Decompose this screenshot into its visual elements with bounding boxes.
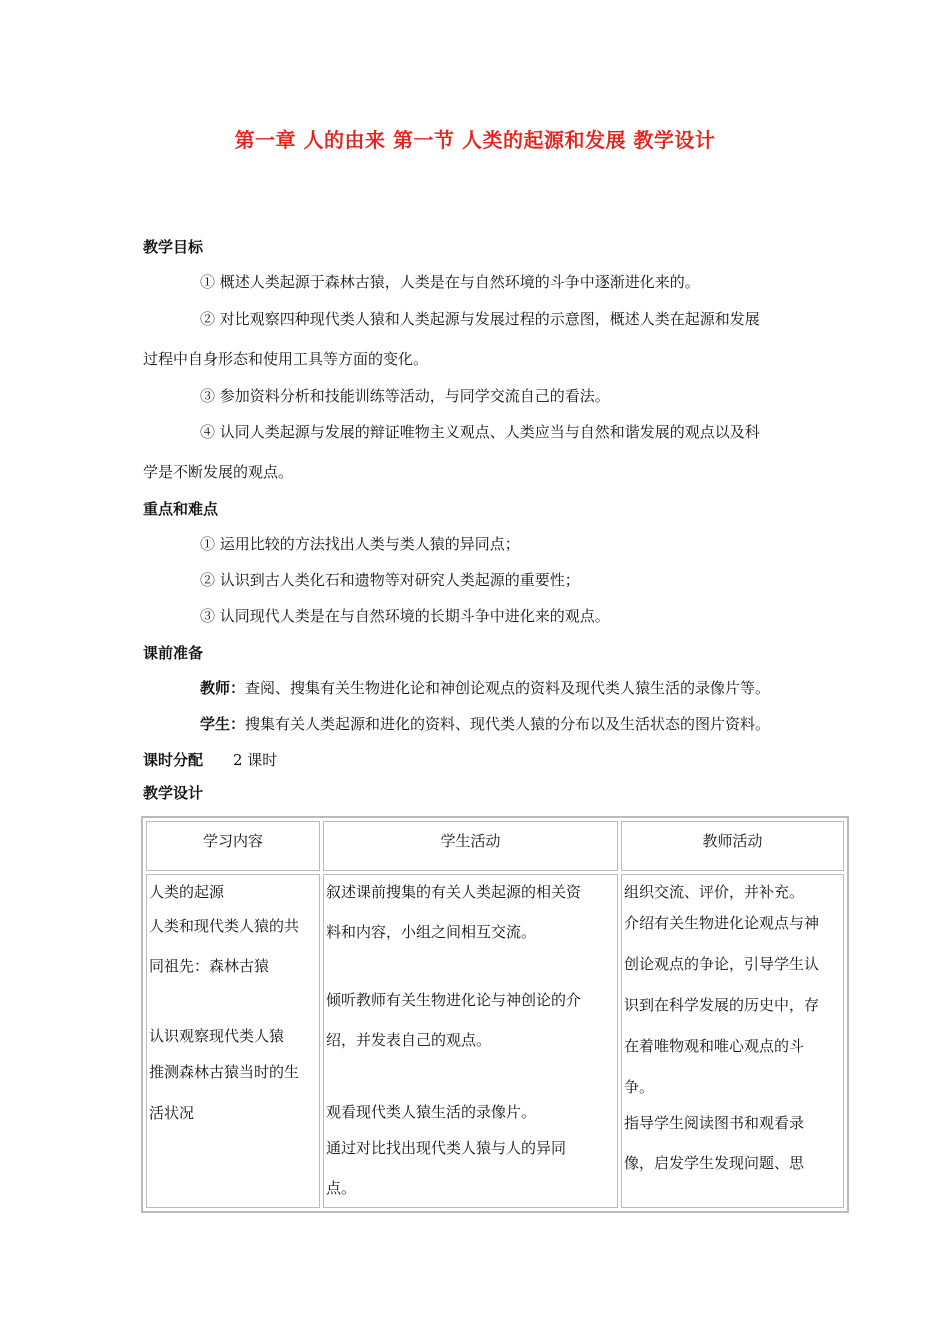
column-header-teacher: 教师活动 xyxy=(621,821,844,871)
student-activity-line: 倾听教师有关生物进化论与神创论的介 xyxy=(326,991,582,1009)
teacher-activity-cell xyxy=(621,874,844,1208)
page-title: 第一章 人的由来 第一节 人类的起源和发展 教学设计 xyxy=(234,128,716,152)
content-line: 认识观察现代类人猿 xyxy=(149,1027,285,1045)
content-line: 推测森林古猿当时的生 xyxy=(149,1063,300,1081)
key-point-1: ① 运用比较的方法找出人类与类人猿的异同点； xyxy=(200,535,520,553)
table-header-row xyxy=(146,821,844,871)
objective-4-cont: 学是不断发展的观点。 xyxy=(143,463,294,481)
teacher-activity-line: 像，启发学生发现问题、思 xyxy=(624,1154,805,1172)
student-activity-line: 料和内容，小组之间相互交流。 xyxy=(326,923,537,941)
objective-1: ① 概述人类起源于森林古猿，人类是在与自然环境的斗争中逐渐进化来的。 xyxy=(200,273,700,291)
student-activity-cell xyxy=(323,874,618,1208)
design-heading: 教学设计 xyxy=(143,784,204,802)
preparation-heading: 课前准备 xyxy=(143,644,204,662)
student-label: 学生： xyxy=(200,715,246,733)
student-activity-line: 绍，并发表自己的观点。 xyxy=(326,1031,492,1049)
teacher-preparation-text: 查阅、搜集有关生物进化论和神创论观点的资料及现代类人猿生活的录像片等。 xyxy=(245,679,771,697)
teacher-activity-line: 识到在科学发展的历史中，存 xyxy=(624,996,820,1014)
objective-3: ③ 参加资料分析和技能训练等活动，与同学交流自己的看法。 xyxy=(200,387,610,405)
teacher-activity-line: 组织交流、评价，并补充。 xyxy=(624,883,805,901)
student-preparation xyxy=(200,713,770,734)
teacher-activity-line: 创论观点的争论，引导学生认 xyxy=(624,955,820,973)
teaching-design-table xyxy=(141,816,849,1213)
content-cell xyxy=(146,874,320,1208)
column-header-student: 学生活动 xyxy=(323,821,618,871)
objective-2-cont: 过程中自身形态和使用工具等方面的变化。 xyxy=(143,350,429,368)
student-activity-line: 点。 xyxy=(326,1179,357,1197)
teacher-activity-line: 争。 xyxy=(624,1078,655,1096)
schedule-heading: 课时分配 xyxy=(143,751,204,769)
student-activity-line: 观看现代类人猿生活的录像片。 xyxy=(326,1103,537,1121)
key-point-2: ② 认识到古人类化石和遗物等对研究人类起源的重要性； xyxy=(200,571,580,589)
teacher-activity-line: 在着唯物观和唯心观点的斗 xyxy=(624,1037,805,1055)
table-row xyxy=(146,874,844,1208)
objective-2: ② 对比观察四种现代类人猿和人类起源与发展过程的示意图，概述人类在起源和发展 xyxy=(200,310,760,328)
content-line: 人类的起源 xyxy=(149,883,225,901)
teacher-label: 教师： xyxy=(200,679,246,697)
content-line: 人类和现代类人猿的共 xyxy=(149,917,300,935)
teacher-activity-line: 指导学生阅读图书和观看录 xyxy=(624,1114,805,1132)
objective-4: ④ 认同人类起源与发展的辩证唯物主义观点、人类应当与自然和谐发展的观点以及科 xyxy=(200,423,760,441)
student-activity-line: 通过对比找出现代类人猿与人的异同 xyxy=(326,1139,567,1157)
schedule-value: 2 课时 xyxy=(233,751,278,769)
key-point-3: ③ 认同现代人类是在与自然环境的长期斗争中进化来的观点。 xyxy=(200,607,610,625)
teacher-activity-line: 介绍有关生物进化论观点与神 xyxy=(624,914,820,932)
content-line: 活状况 xyxy=(149,1104,195,1122)
column-header-content: 学习内容 xyxy=(146,821,320,871)
content-line: 同祖先：森林古猿 xyxy=(149,957,270,975)
key-points-heading: 重点和难点 xyxy=(143,500,219,518)
teacher-preparation xyxy=(200,677,770,698)
objectives-heading: 教学目标 xyxy=(143,238,204,256)
student-preparation-text: 搜集有关人类起源和进化的资料、现代类人猿的分布以及生活状态的图片资料。 xyxy=(245,715,771,733)
student-activity-line: 叙述课前搜集的有关人类起源的相关资 xyxy=(326,883,582,901)
